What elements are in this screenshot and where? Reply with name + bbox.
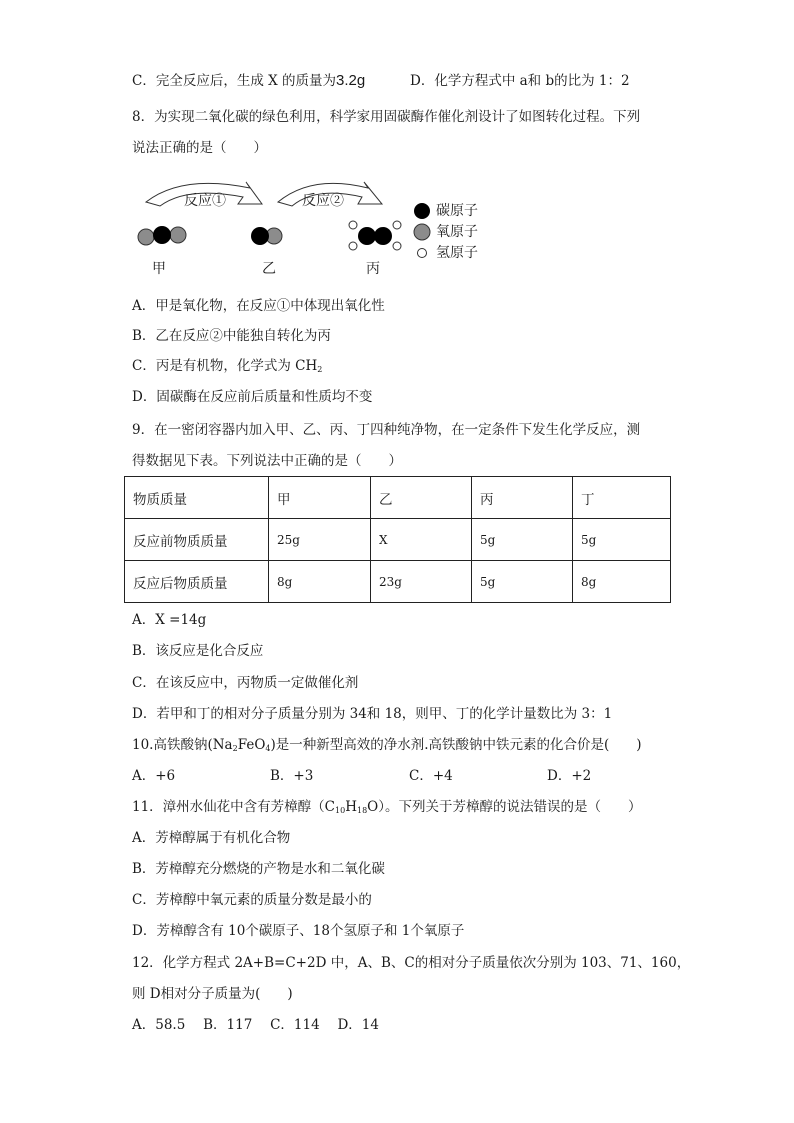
table-header-cell: 丁: [573, 477, 671, 519]
table-cell: X: [371, 519, 472, 561]
table-cell: 5g: [573, 519, 671, 561]
jia-carbon: [153, 226, 171, 244]
table-cell: 25g: [269, 519, 371, 561]
q8-option-c[interactable]: C．丙是有机物，化学式为 $CH_2$: [132, 358, 323, 374]
reaction2-label: 反应②: [302, 193, 344, 209]
yi-carbon: [251, 227, 269, 245]
q7-option-c[interactable]: C．完全反应后，生成 X 的质量为3.2g: [132, 72, 366, 89]
label-bing: 丙: [366, 261, 380, 277]
table-row: [125, 519, 671, 561]
legend-oxygen: 氧原子: [436, 224, 478, 240]
table-header-cell: 甲: [269, 477, 371, 519]
q7-option-c-value: 3.2g: [336, 72, 366, 89]
q10-option-c[interactable]: C．+4: [409, 768, 453, 784]
table-header-cell: 乙: [371, 477, 472, 519]
legend-carbon: 碳原子: [436, 203, 478, 219]
q8-option-b[interactable]: B．乙在反应②中能独自转化为丙: [132, 328, 331, 344]
q12-stem-line1: 12．化学方程式 2A+B=C+2D 中，A、B、C的相对分子质量依次分别为 103、71、160，: [132, 955, 691, 971]
q12-stem-line2: 则 D相对分子质量为( ): [132, 986, 293, 1002]
legend-hydrogen-symbol: [418, 249, 427, 258]
q9-stem-line1: 9．在一密闭容器内加入甲、乙、丙、丁四种纯净物，在一定条件下发生化学反应，测: [132, 422, 641, 438]
table-header-cell: 丙: [472, 477, 573, 519]
q8-stem-line1: 8．为实现二氧化碳的绿色利用，科学家用固碳酶作催化剂设计了如图转化过程。下列: [132, 109, 641, 125]
q10-option-a[interactable]: A．+6: [132, 768, 176, 784]
legend-hydrogen: 氢原子: [436, 245, 478, 261]
label-yi: 乙: [262, 261, 276, 277]
bing-hydrogen: [393, 242, 401, 250]
q11-option-d[interactable]: D．芳樟醇含有 10个碳原子、18个氢原子和 1个氧原子: [132, 923, 465, 939]
table-cell: 5g: [472, 561, 573, 603]
bing-carbon-left: [358, 227, 376, 245]
q12-options[interactable]: A．58.5 B．117 C．114 D．14: [132, 1017, 379, 1033]
q11-stem: 11．漳州水仙花中含有芳樟醇$(C_{10}H_{18}O)$。下列关于芳樟醇的说法错误的是（ ）: [132, 799, 642, 815]
mass-data-table: [124, 476, 671, 603]
q10-stem: 10.高铁酸钠$(Na_2FeO_4)$是一种新型高效的净水剂.高铁酸钠中铁元素的化合价是( ): [132, 737, 642, 753]
q9-option-b[interactable]: B．该反应是化合反应: [132, 643, 264, 659]
q9-option-a[interactable]: A．X =14g: [132, 612, 207, 628]
table-header-row: [125, 477, 671, 519]
table-cell: 8g: [269, 561, 371, 603]
legend-oxygen-symbol: [414, 224, 430, 240]
legend-carbon-symbol: [414, 203, 430, 219]
q8-option-a[interactable]: A．甲是氧化物，在反应①中体现出氧化性: [132, 298, 385, 314]
table-cell: 反应前物质质量: [125, 519, 269, 561]
bing-carbon-right: [374, 227, 392, 245]
q10-option-d[interactable]: D．+2: [547, 768, 592, 784]
table-row: [125, 561, 671, 603]
q11-option-a[interactable]: A．芳樟醇属于有机化合物: [132, 830, 291, 846]
jia-oxygen-right: [170, 227, 186, 243]
table-cell: 23g: [371, 561, 472, 603]
reaction1-label: 反应①: [184, 193, 226, 209]
bing-hydrogen: [349, 242, 357, 250]
q11-option-c[interactable]: C．芳樟醇中氧元素的质量分数是最小的: [132, 892, 372, 908]
q7-option-d[interactable]: D．化学方程式中 a和 b的比为 1：2: [410, 73, 630, 89]
jia-oxygen-left: [138, 229, 154, 245]
q10-option-b[interactable]: B．+3: [270, 768, 314, 784]
q8-stem-line2: 说法正确的是（ ）: [132, 140, 267, 156]
table-cell: 8g: [573, 561, 671, 603]
table-cell: 5g: [472, 519, 573, 561]
q8-option-d[interactable]: D．固碳酶在反应前后质量和性质均不变: [132, 389, 373, 405]
q9-option-d[interactable]: D．若甲和丁的相对分子质量分别为 34和 18，则甲、丁的化学计量数比为 3：1: [132, 706, 613, 722]
bing-hydrogen: [393, 221, 401, 229]
bing-hydrogen: [349, 221, 357, 229]
q11-option-b[interactable]: B．芳樟醇充分燃烧的产物是水和二氧化碳: [132, 861, 385, 877]
label-jia: 甲: [152, 261, 166, 277]
table-header-cell: 物质质量: [125, 477, 269, 519]
q9-option-c[interactable]: C．在该反应中，丙物质一定做催化剂: [132, 675, 359, 691]
molecule-diagram: [132, 180, 502, 280]
q9-stem-line2: 得数据见下表。下列说法中正确的是（ ）: [132, 453, 402, 469]
table-cell: 反应后物质质量: [125, 561, 269, 603]
